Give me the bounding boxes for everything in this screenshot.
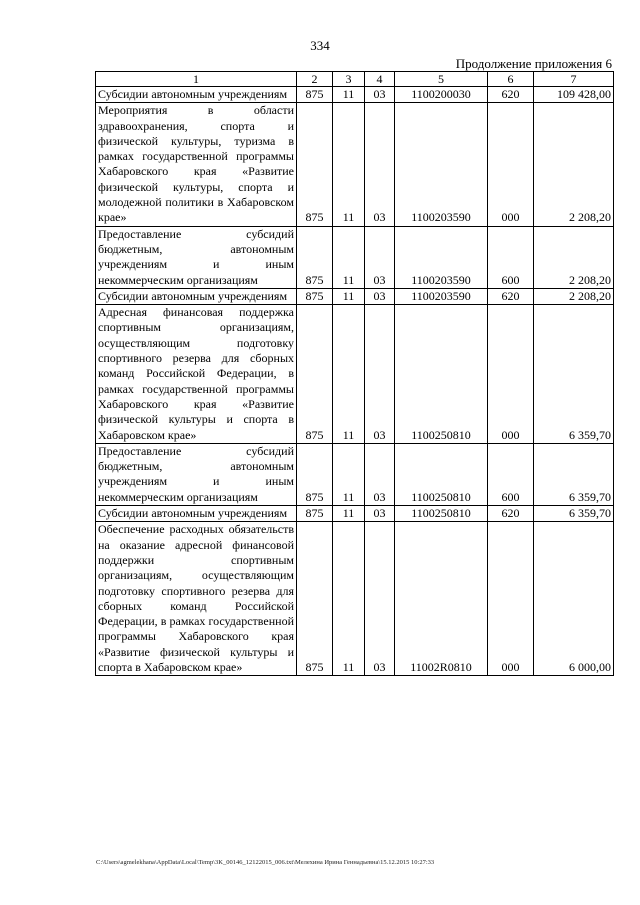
- row-code-expense-type: 000: [488, 305, 534, 444]
- row-code-ministry: 875: [297, 522, 333, 676]
- row-code-ministry: 875: [297, 87, 333, 103]
- row-code-target: 1100250810: [395, 506, 488, 522]
- row-code-expense-type: 620: [488, 87, 534, 103]
- row-sum: 2 208,20: [534, 103, 614, 226]
- file-path-footer: C:\Users\agmelekhana\AppData\Local\Temp\3K_00146_12122015_006.txt\Мелехина Ирина Геннадьевна\15.12.2015 10:27:33: [96, 859, 435, 866]
- row-code-subsection: 03: [365, 522, 395, 676]
- row-name: Субсидии автономным учреждениям: [96, 288, 297, 304]
- header-col-6: 6: [488, 72, 534, 87]
- row-code-ministry: 875: [297, 305, 333, 444]
- row-code-expense-type: 000: [488, 103, 534, 226]
- header-col-3: 3: [333, 72, 365, 87]
- table-row: [96, 226, 614, 288]
- row-code-subsection: 03: [365, 443, 395, 505]
- row-code-target: 1100250810: [395, 305, 488, 444]
- row-code-section: 11: [333, 443, 365, 505]
- page-number: 334: [310, 38, 330, 53]
- row-code-target: 1100203590: [395, 288, 488, 304]
- row-code-subsection: 03: [365, 226, 395, 288]
- row-name: Мероприятия в области здравоохранения, спорта и физической культуры, туризма в рамках государственной программы Хабаровского края «Развитие физической культуры, спорта и молодежной политики в Хабаровском крае»: [96, 103, 297, 226]
- row-name: Субсидии автономным учреждениям: [96, 506, 297, 522]
- header-col-4: 4: [365, 72, 395, 87]
- table-row: [96, 87, 614, 103]
- row-code-subsection: 03: [365, 288, 395, 304]
- row-code-expense-type: 000: [488, 522, 534, 676]
- table-row: [96, 522, 614, 676]
- table-row: [96, 288, 614, 304]
- row-code-section: 11: [333, 288, 365, 304]
- row-name: Предоставление субсидий бюджетным, автономным учреждениям и иным некоммерческим организациям: [96, 443, 297, 505]
- row-sum: 6 359,70: [534, 506, 614, 522]
- row-code-subsection: 03: [365, 103, 395, 226]
- row-code-ministry: 875: [297, 443, 333, 505]
- row-code-target: 1100250810: [395, 443, 488, 505]
- header-col-7: 7: [534, 72, 614, 87]
- row-code-subsection: 03: [365, 87, 395, 103]
- row-code-section: 11: [333, 522, 365, 676]
- header-col-5: 5: [395, 72, 488, 87]
- row-code-ministry: 875: [297, 103, 333, 226]
- row-name: Субсидии автономным учреждениям: [96, 87, 297, 103]
- row-sum: 109 428,00: [534, 87, 614, 103]
- row-code-target: 11002R0810: [395, 522, 488, 676]
- continuation-label: Продолжение приложения 6: [455, 56, 612, 71]
- row-code-section: 11: [333, 226, 365, 288]
- row-name: Обеспечение расходных обязательств на оказание адресной финансовой поддержки спортивным организациям, осуществляющим подготовку спортивного резерва для сборных команд Российской Федерации, в рамках государственной программы Хабаровского края «Развитие физической культуры и спорта в Хабаровском крае»: [96, 522, 297, 676]
- row-name: Адресная финансовая поддержка спортивным организациям, осуществляющим подготовку спортивного резерва для сборных команд Российской Федерации, в рамках государственной программы Хабаровского края «Развитие физической культуры и спорта в Хабаровском крае»: [96, 305, 297, 444]
- row-code-target: 1100200030: [395, 87, 488, 103]
- row-code-section: 11: [333, 305, 365, 444]
- row-code-section: 11: [333, 103, 365, 226]
- row-sum: 6 000,00: [534, 522, 614, 676]
- header-col-1: 1: [96, 72, 297, 87]
- row-code-expense-type: 600: [488, 443, 534, 505]
- table-row: [96, 103, 614, 226]
- row-code-ministry: 875: [297, 226, 333, 288]
- row-sum: 6 359,70: [534, 443, 614, 505]
- row-sum: 6 359,70: [534, 305, 614, 444]
- row-code-ministry: 875: [297, 506, 333, 522]
- row-code-target: 1100203590: [395, 103, 488, 226]
- budget-table: [95, 71, 614, 676]
- row-code-expense-type: 620: [488, 288, 534, 304]
- row-code-expense-type: 620: [488, 506, 534, 522]
- row-code-subsection: 03: [365, 305, 395, 444]
- table-row: [96, 506, 614, 522]
- header-row: [96, 72, 614, 87]
- row-code-ministry: 875: [297, 288, 333, 304]
- row-code-expense-type: 600: [488, 226, 534, 288]
- row-name: Предоставление субсидий бюджетным, автономным учреждениям и иным некоммерческим организациям: [96, 226, 297, 288]
- row-code-subsection: 03: [365, 506, 395, 522]
- row-sum: 2 208,20: [534, 288, 614, 304]
- row-code-target: 1100203590: [395, 226, 488, 288]
- row-code-section: 11: [333, 87, 365, 103]
- row-code-section: 11: [333, 506, 365, 522]
- row-sum: 2 208,20: [534, 226, 614, 288]
- table-row: [96, 305, 614, 444]
- table-row: [96, 443, 614, 505]
- header-col-2: 2: [297, 72, 333, 87]
